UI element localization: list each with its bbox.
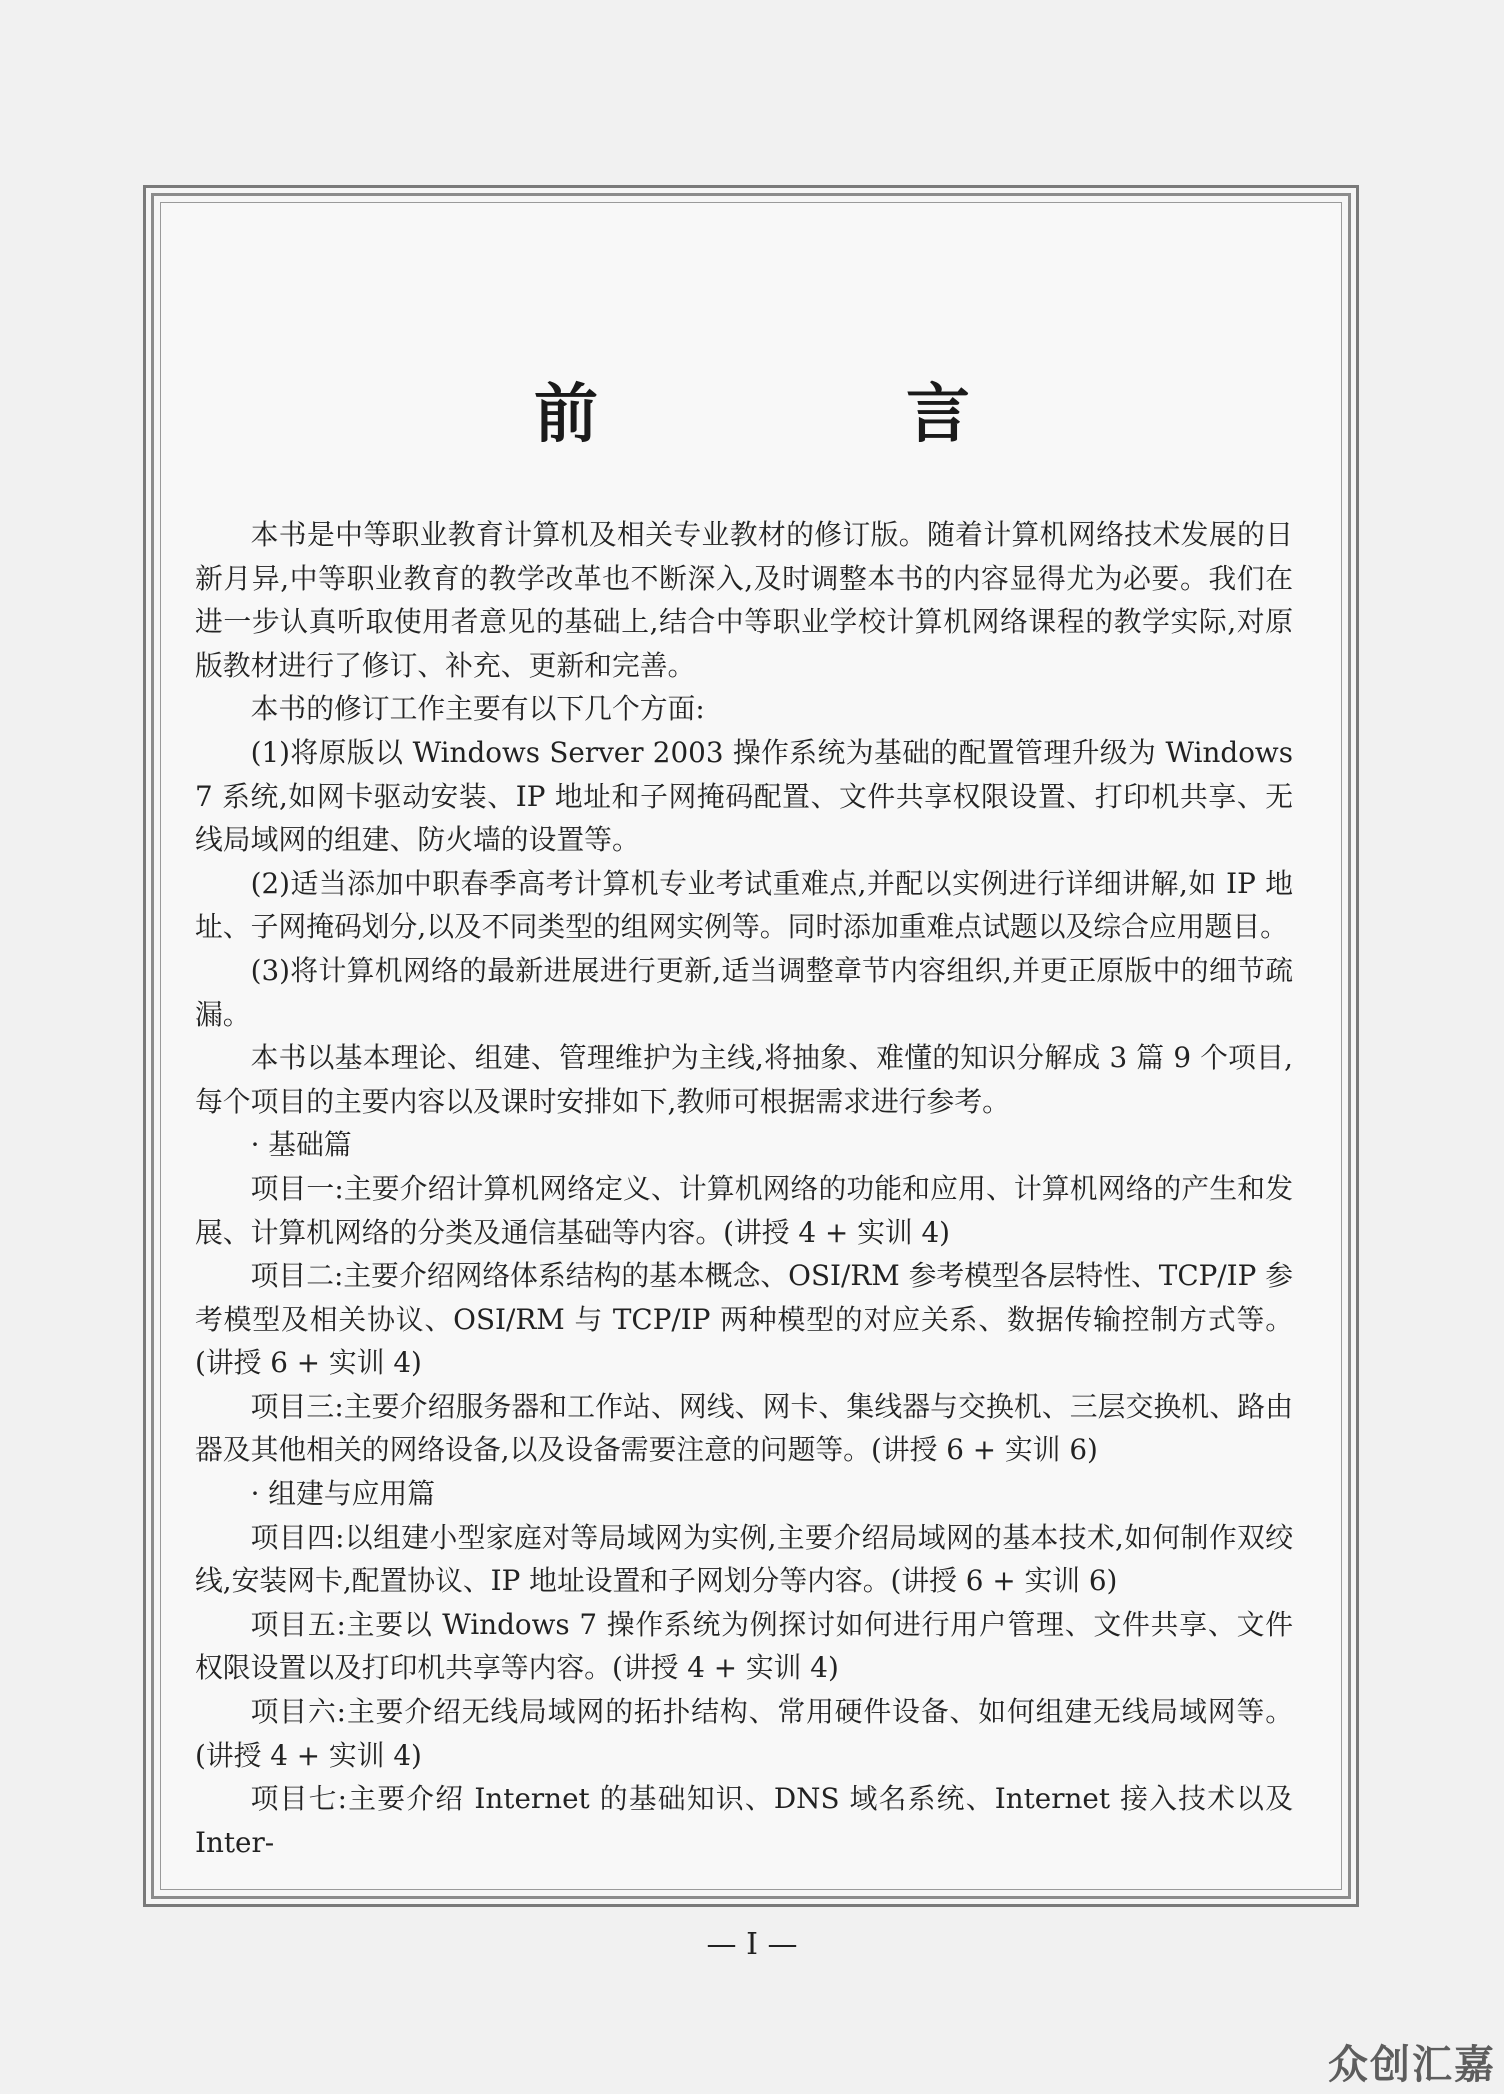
paragraph-project-6: 项目六:主要介绍无线局域网的拓扑结构、常用硬件设备、如何组建无线局域网等。(讲授 4 + 实训 4) — [195, 1695, 1293, 1772]
page-title: 前 言 — [534, 377, 1092, 452]
paragraph-revision-1: (1)将原版以 Windows Server 2003 操作系统为基础的配置管理升级为 Windows 7 系统,如网卡驱动安装、IP 地址和子网掩码配置、文件共享权限设置、打印机共享、无线局域网的组建、防火墙的设置等。 — [195, 735, 1293, 857]
paragraph-project-4: 项目四:以组建小型家庭对等局域网为实例,主要介绍局域网的基本技术,如何制作双绞线,安装网卡,配置协议、IP 地址设置和子网划分等内容。(讲授 6 + 实训 6) — [195, 1520, 1293, 1598]
paragraph-revision-2: (2)适当添加中职春季高考计算机专业考试重难点,并配以实例进行详细讲解,如 IP 地址、子网掩码划分,以及不同类型的组网实例等。同时添加重难点试题以及综合应用题目。 — [195, 866, 1293, 944]
section-heading-basics: · 基础篇 — [250, 1128, 352, 1162]
paragraph-project-5: 项目五:主要以 Windows 7 操作系统为例探讨如何进行用户管理、文件共享、文件权限设置以及打印机共享等内容。(讲授 4 + 实训 4) — [195, 1607, 1293, 1685]
paragraph-intro: 本书是中等职业教育计算机及相关专业教材的修订版。随着计算机网络技术发展的日新月异,中等职业教育的教学改革也不断深入,及时调整本书的内容显得尤为必要。我们在进一步认真听取使用者意见的基础上,结合中等职业学校计算机网络课程的教学实际,对原版教材进行了修订、补充、更新和完善。 — [195, 518, 1293, 682]
paragraph-project-7: 项目七:主要介绍 Internet 的基础知识、DNS 域名系统、Internet 接入技术以及 Inter- — [195, 1782, 1293, 1859]
paragraph-structure: 本书以基本理论、组建、管理维护为主线,将抽象、难懂的知识分解成 3 篇 9 个项目,每个项目的主要内容以及课时安排如下,教师可根据需求进行参考。 — [195, 1041, 1293, 1118]
watermark-logo: 众创汇嘉 — [1328, 2042, 1496, 2088]
paragraph-project-1: 项目一:主要介绍计算机网络定义、计算机网络的功能和应用、计算机网络的产生和发展、计算机网络的分类及通信基础等内容。(讲授 4 + 实训 4) — [195, 1171, 1293, 1249]
paragraph-revision-3: (3)将计算机网络的最新进展进行更新,适当调整章节内容组织,并更正原版中的细节疏漏。 — [195, 953, 1293, 1031]
section-heading-build-apply: · 组建与应用篇 — [250, 1477, 436, 1511]
paragraph-revision-lead: 本书的修订工作主要有以下几个方面: — [250, 692, 705, 726]
paragraph-project-3: 项目三:主要介绍服务器和工作站、网线、网卡、集线器与交换机、三层交换机、路由器及其他相关的网络设备,以及设备需要注意的问题等。(讲授 6 + 实训 6) — [195, 1389, 1293, 1467]
paragraph-project-2: 项目二:主要介绍网络体系结构的基本概念、OSI/RM 参考模型各层特性、TCP/IP 参考模型及相关协议、OSI/RM 与 TCP/IP 两种模型的对应关系、数据传输控制方式等。(讲授 6 + 实训 4) — [195, 1259, 1293, 1380]
page-number: — I — — [706, 1927, 798, 1962]
preface-body — [195, 513, 1293, 1864]
